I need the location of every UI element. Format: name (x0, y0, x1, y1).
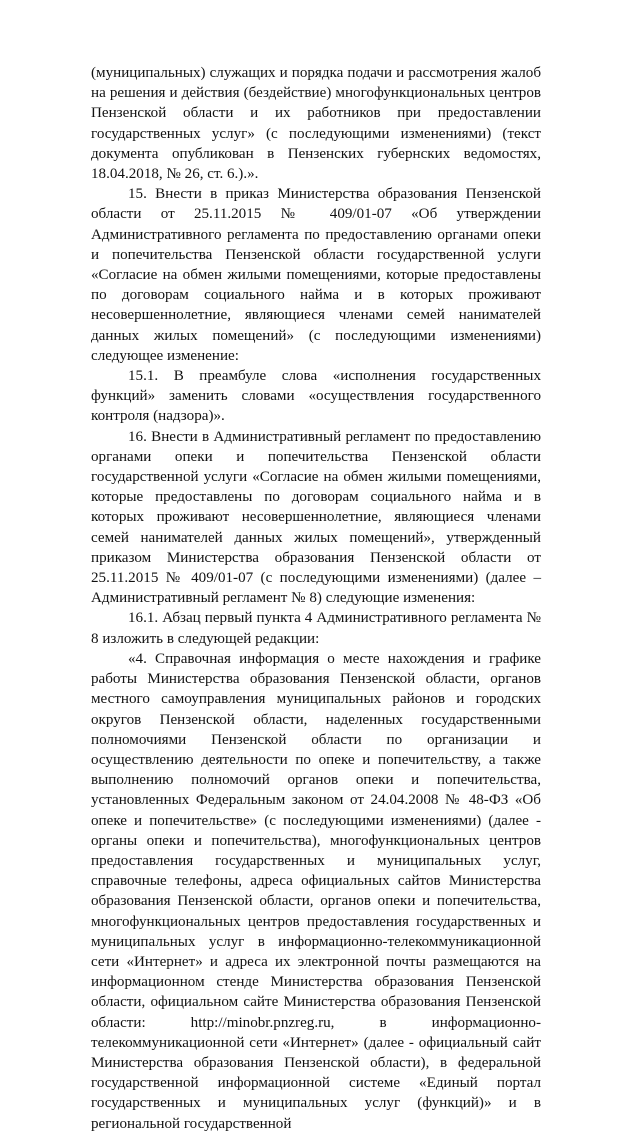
paragraph-item-15-1: 15.1. В преамбуле слова «исполнения государственных функций» заменить словами «осуществления государственного контроля (надзора)». (91, 368, 541, 425)
paragraph-continuation: (муниципальных) служащих и порядка подачи и рассмотрения жалоб на решения и действия (бездействие) многофункциональных центров Пензенской области и их работников при предоставлении государственных услуг» (с последующими изменениями) (текст документа опубликован в Пензенских губернских ведомостях, 18.04.2018, № 26, ст. 6.).». (91, 65, 541, 183)
document-body (91, 63, 541, 1134)
paragraph-item-16: 16. Внести в Административный регламент по предоставлению органами опеки и попечительства Пензенской области государственной услуги «Согласие на обмен жилыми помещениями, которые предоставлены по договорам социального найма и в которых проживают несовершеннолетние, являющиеся членами семей нанимателей данных жилых помещений», утвержденный приказом Министерства образования Пензенской области от 25.11.2015 № 409/01-07 (с последующими изменениями) (далее – Административный регламент № 8) следующие изменения: (91, 428, 541, 607)
paragraph-quoted-item-4: «4. Справочная информация о месте нахождения и графике работы Министерства образования Пензенской области, органов местного самоуправления муниципальных районов и городских округов Пензенской области, наделенных государственными полномочиями Пензенской области по организации и осуществлению деятельности по опеке и попечительству, а также выполнению полномочий органов опеки и попечительства, установленных Федеральным законом от 24.04.2008 № 48-ФЗ «Об опеке и попечительстве» (с последующими изменениями) (далее - органы опеки и попечительства), многофункциональных центров предоставления государственных и муниципальных услуг, справочные телефоны, адреса официальных сайтов Министерства образования Пензенской области, органов опеки и попечительства, многофункциональных центров предоставления государственных и муниципальных услуг в информационно-телекоммуникационной сети «Интернет» и адреса их электронной почты размещаются на информационном стенде Министерства образования Пензенской области, официальном сайте Министерства образования Пензенской области: http://minobr.pnzreg.ru, в информационно-телекоммуникационной сети «Интернет» (далее - официальный сайт Министерства образования Пензенской области), в федеральной государственной информационной системе «Единый портал государственных и муниципальных услуг (функций)» и в региональной государственной (91, 650, 541, 1132)
paragraph-item-16-1: 16.1. Абзац первый пункта 4 Административного регламента № 8 изложить в следующей редакции: (91, 610, 541, 647)
paragraph-item-15: 15. Внести в приказ Министерства образования Пензенской области от 25.11.2015 № 409/01-07 «Об утверждении Административного регламента по предоставлению органами опеки и попечительства Пензенской области государственной услуги «Согласие на обмен жилыми помещениями, которые предоставлены по договорам социального найма и в которых проживают несовершеннолетние, являющиеся членами семей нанимателей данных жилых помещений» (с последующими изменениями) следующее изменение: (91, 186, 541, 364)
